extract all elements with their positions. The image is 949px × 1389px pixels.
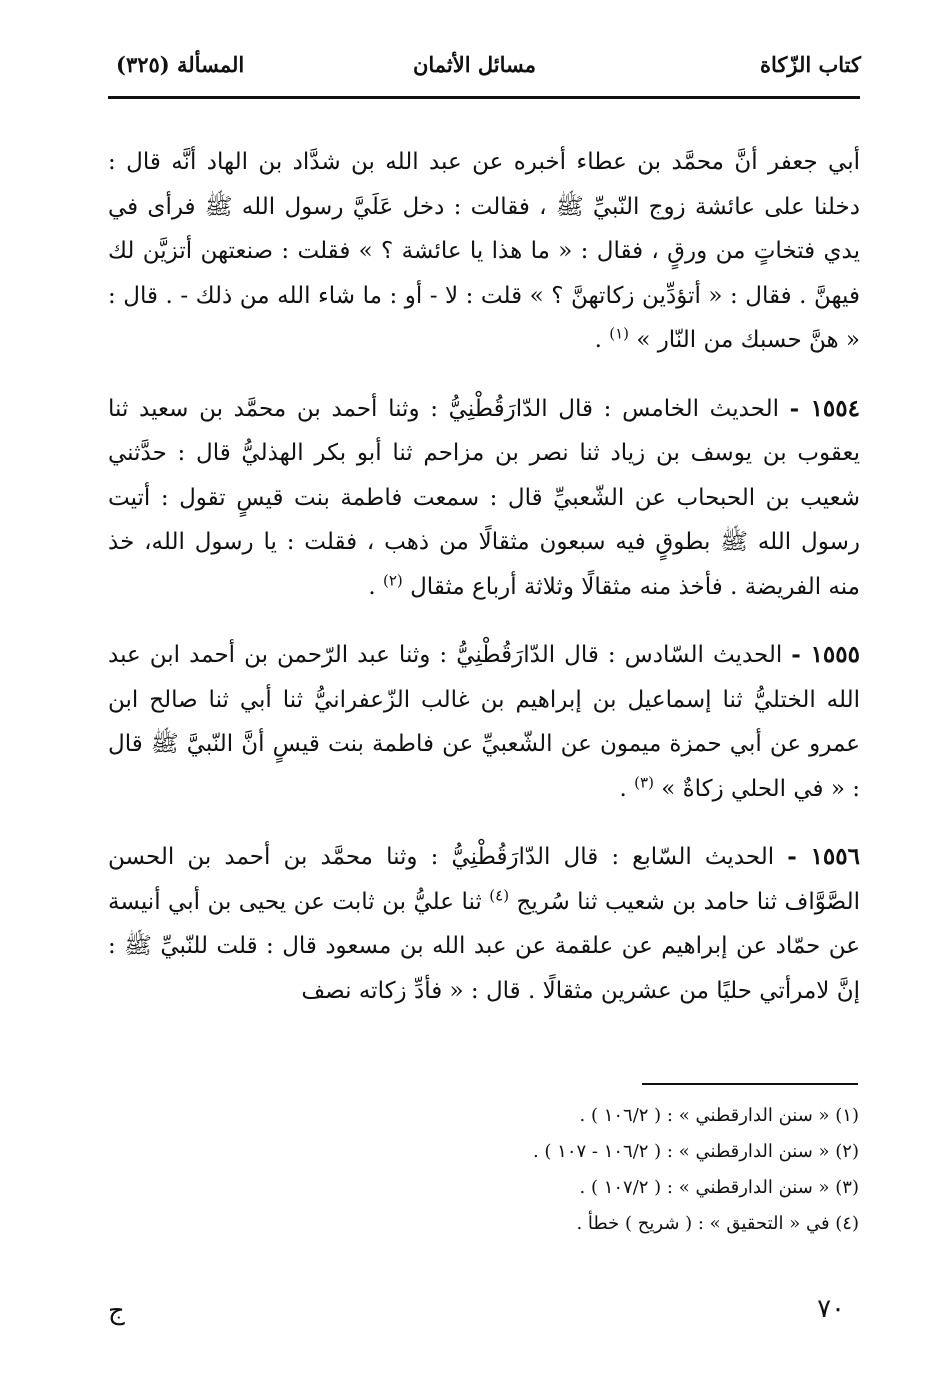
hadith-number: ١٥٥٥ - [791, 641, 860, 668]
hadith-paragraph [108, 835, 860, 1013]
footnote-ref: (٢) [383, 570, 403, 589]
footnote-ref: (٣) [634, 772, 654, 791]
footnote-ref: (١) [609, 324, 629, 343]
footnote: (٤) في « التحقيق » : ( شريح ) خطأ . [576, 1213, 859, 1234]
signature-mark: ج [108, 1296, 125, 1326]
footnote: (٢) « سنن الدارقطني » : ( ١٠٦/٢ - ١٠٧ ) . [532, 1141, 859, 1162]
footnote-ref: (٤) [489, 885, 510, 904]
paragraph-text: الحديث الخامس : قال الدّارَقُطْنِيُّ : وثنا أحمد بن محمَّد بن سعيد ثنا يعقوب بن يوسف بن زياد ثنا نصر بن مزاحم ثنا أبو بكر الهذليُّ قال : حدَّثني شعيب بن الحبحاب عن الشّعبيِّ قال : سمعت فاطمة بنت قيسٍ تقول : أتيت رسول الله ﷺ بطوقٍ فيه سبعون مثقالًا من ذهب ، فقلت : يا رسول الله، خذ منه الفريضة . فأخذ منه مثقالًا وثلاثة أرباع مثقال [108, 395, 860, 600]
paragraph-text: أبي جعفر أنَّ محمَّد بن عطاء أخبره عن عبد الله بن شدَّاد بن الهاد أنَّه قال : دخلنا على عائشة زوج النّبيِّ ﷺ ، فقالت : دخل عَلَيَّ رسول الله ﷺ فرأى في يدي فتخاتٍ من ورقٍ ، فقال : « ما هذا يا عائشة ؟ » فقلت : صنعتهن أتزيَّن لك فيهنَّ . فقال : « أتؤدِّين زكاتهنَّ ؟ » قلت : لا - أو : ما شاء الله من ذلك - . قال : « هنَّ حسبك من النّار » [108, 149, 860, 353]
hadith-paragraph [108, 387, 860, 610]
paragraph-text-continued: ثنا عليُّ بن ثابت عن يحيى بن أبي أنيسة عن حمّاد عن إبراهيم عن علقمة عن عبد الله بن مسعود قال : قلت للنّبيِّ ﷺ : إنَّ لامرأتي حليًا من عشرين مثقالًا . قال : « فأدِّ زكاته نصف [108, 888, 860, 1004]
footnote-rule [642, 1083, 858, 1085]
footnotes [159, 1098, 859, 1242]
paragraph-text: الحديث السّادس : قال الدّارَقُطْنِيُّ : وثنا عبد الرّحمن بن أحمد ابن عبد الله الختليُّ ثنا إسماعيل بن إبراهيم بن غالب الزّعفرانيُّ ثنا أبي ثنا صالح ابن عمرو عن أبي حمزة ميمون عن الشّعبيِّ عن فاطمة بنت قيسٍ أنَّ النّبيَّ ﷺ قال : « في الحلي زكاةٌ » [108, 642, 860, 802]
page-number: ٧٠ [817, 1294, 845, 1324]
paragraph-continuation [108, 140, 860, 363]
paragraph-end: . [594, 327, 602, 353]
hadith-number: ١٥٥٤ - [789, 394, 860, 422]
main-text [108, 140, 860, 1037]
running-header-issue: المسألة (٣٢٥) [116, 52, 245, 77]
paragraph-end: . [368, 573, 376, 600]
header-rule [108, 96, 860, 99]
hadith-number: ١٥٥٦ - [787, 843, 860, 870]
paragraph-text: الحديث السّابع : قال الدّارَقُطْنِيُّ : وثنا محمَّد بن أحمد بن الحسن الصَّوَّاف ثنا حامد بن شعيب ثنا سُريج [108, 844, 860, 915]
paragraph-end: . [619, 775, 627, 802]
running-header-book: كتاب الزّكاة [759, 52, 861, 77]
running-header-section: مسائل الأثمان [412, 52, 537, 77]
footnote: (٣) « سنن الدارقطني » : ( ١٠٧/٢ ) . [579, 1177, 859, 1198]
hadith-paragraph [108, 633, 860, 811]
footnote: (١) « سنن الدارقطني » : ( ١٠٦/٢ ) . [579, 1105, 859, 1126]
